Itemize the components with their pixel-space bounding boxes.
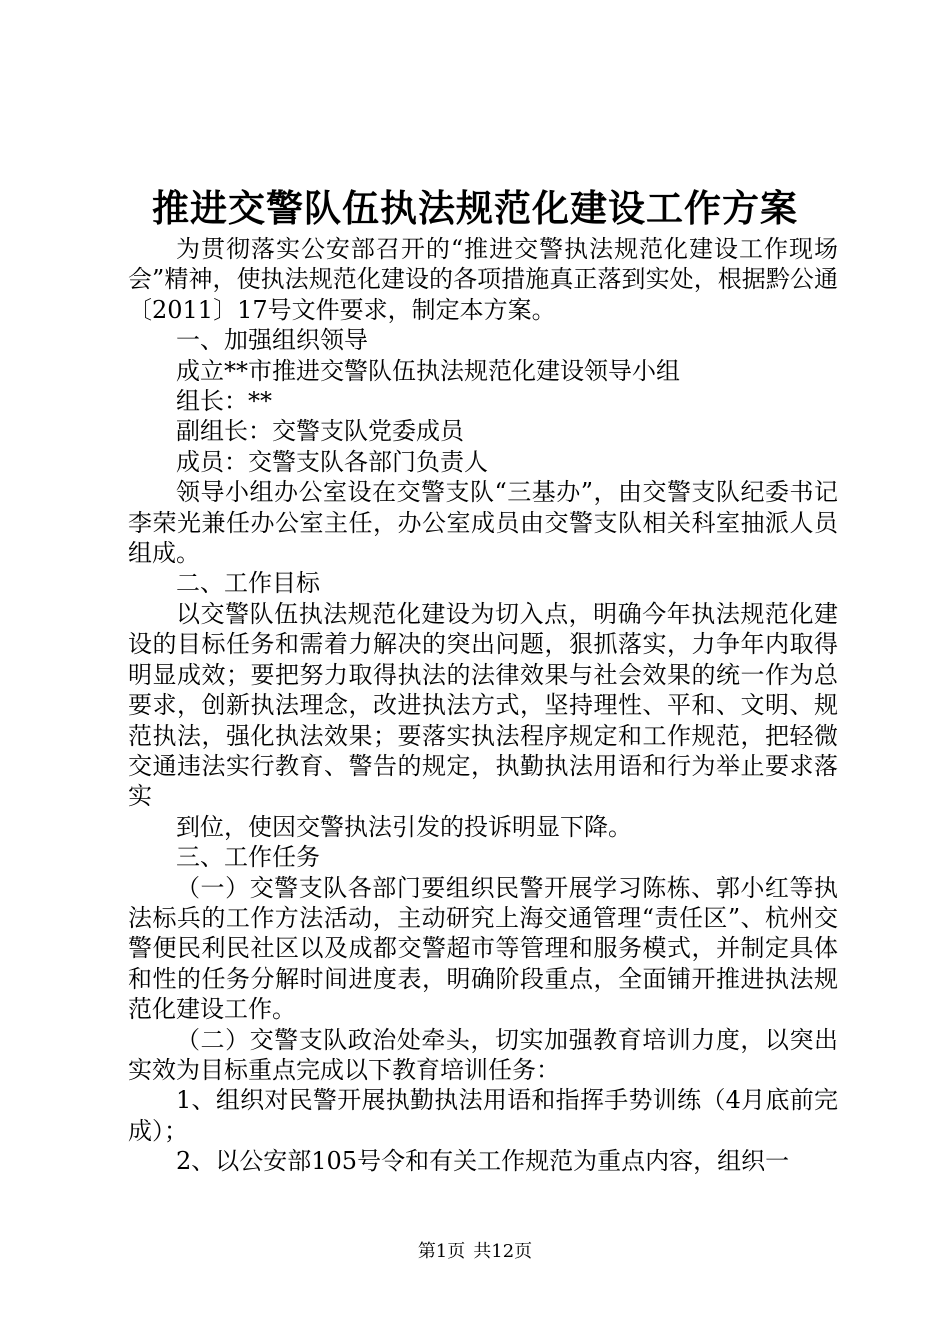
page-number: 第1页 bbox=[417, 1241, 466, 1262]
paragraph-group-leader: 组长：** bbox=[176, 387, 272, 416]
section-heading-1: 一、加强组织领导 bbox=[176, 326, 368, 355]
paragraph-office: 领导小组办公室设在交警支队“三基办”，由交警支队纪委书记李荣光兼任办公室主任，办公室成员由交警支队相关科室抽派人员组成。 bbox=[128, 478, 838, 568]
document-body bbox=[128, 234, 838, 1177]
paragraph-training-2: 2、以公安部105号令和有关工作规范为重点内容，组织一 bbox=[176, 1147, 790, 1176]
section-heading-2: 二、工作目标 bbox=[176, 569, 320, 598]
paragraph-task-1: （一）交警支队各部门要组织民警开展学习陈栋、郭小红等执法标兵的工作方法活动，主动研究上海交通管理“责任区”、杭州交警便民利民社区以及成都交警超市等管理和服务模式，并制定具体和性的任务分解时间进度表，明确阶段重点，全面铺开推进执法规范化建设工作。 bbox=[128, 873, 838, 1024]
paragraph-task-2: （二）交警支队政治处牵头，切实加强教育培训力度，以突出实效为目标重点完成以下教育培训任务： bbox=[128, 1025, 838, 1084]
paragraph-establish-group: 成立**市推进交警队伍执法规范化建设领导小组 bbox=[176, 356, 680, 385]
section-heading-3: 三、工作任务 bbox=[176, 843, 320, 872]
paragraph-goals-continued: 到位，使因交警执法引发的投诉明显下降。 bbox=[176, 812, 632, 841]
paragraph-deputy-leader: 副组长：交警支队党委成员 bbox=[176, 417, 464, 446]
paragraph-goals: 以交警队伍执法规范化建设为切入点，明确今年执法规范化建设的目标任务和需着力解决的突出问题，狠抓落实，力争年内取得明显成效；要把努力取得执法的法律效果与社会效果的统一作为总要求，创新执法理念，改进执法方式，坚持理性、平和、文明、规范执法，强化执法效果；要落实执法程序规定和工作规范，把轻微交通违法实行教育、警告的规定，执勤执法用语和行为举止要求落实 bbox=[128, 599, 838, 811]
paragraph-training-1: 1、组织对民警开展执勤执法用语和指挥手势训练（4月底前完成）； bbox=[128, 1086, 838, 1145]
page-footer bbox=[0, 1240, 950, 1264]
paragraph-members: 成员：交警支队各部门负责人 bbox=[176, 447, 488, 476]
intro-paragraph: 为贯彻落实公安部召开的“推进交警执法规范化建设工作现场会”精神，使执法规范化建设的各项措施真正落到实处，根据黔公通〔2011〕17号文件要求，制定本方案。 bbox=[128, 235, 838, 324]
page-total: 共12页 bbox=[473, 1241, 533, 1262]
document-title: 推进交警队伍执法规范化建设工作方案 bbox=[152, 186, 798, 230]
